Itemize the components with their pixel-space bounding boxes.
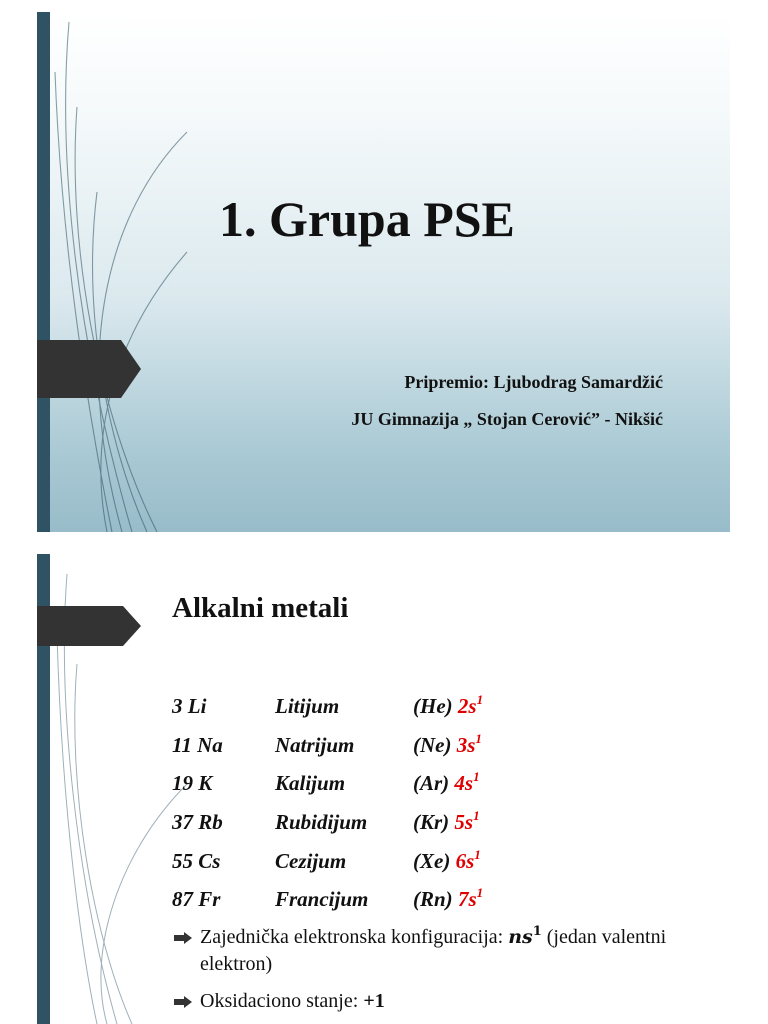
shell-exponent: 1 — [473, 808, 480, 824]
core-config: (Ne) — [413, 732, 452, 757]
bullet-item — [174, 924, 714, 978]
electron-config — [413, 806, 480, 838]
oxidation-value: +1 — [363, 990, 385, 1012]
element-number-symbol: 19 K — [172, 771, 213, 796]
pentagon-tag-icon — [37, 340, 141, 398]
bullet-item — [174, 988, 714, 1015]
content-slide — [37, 554, 730, 1024]
element-number-symbol: 11 Na — [172, 732, 223, 757]
core-config: (Ar) — [413, 771, 450, 796]
formula-base: ns — [508, 926, 533, 948]
decorative-curves — [37, 12, 237, 532]
shell-label: 6s — [455, 848, 475, 873]
title-slide — [37, 12, 730, 532]
element-name: Litijum — [275, 694, 340, 718]
element-name: Rubidijum — [275, 810, 368, 835]
element-number-symbol: 55 Cs — [172, 848, 221, 873]
element-number-symbol: 37 Rb — [172, 810, 223, 835]
element-name: Kalijum — [275, 771, 346, 796]
valence-shell — [458, 887, 483, 911]
electron-config — [413, 729, 482, 761]
core-config: (Rn) — [413, 887, 453, 912]
formula-exponent: 1 — [532, 924, 542, 939]
school-line: JU Gimnazija „ Stojan Cerović” - Nikšić — [351, 409, 663, 429]
shell-label: 2s — [457, 694, 477, 718]
core-config: (Xe) — [413, 848, 451, 873]
pentagon-tag-icon — [37, 606, 141, 646]
shell-label: 5s — [454, 810, 474, 835]
electron-config — [413, 883, 483, 915]
shell-label: 4s — [454, 771, 474, 796]
element-name: Natrijum — [275, 732, 355, 757]
valence-shell — [458, 694, 483, 718]
accent-bar — [37, 12, 50, 532]
shell-label: 3s — [456, 732, 476, 757]
element-number-symbol: 87 Fr — [172, 887, 221, 912]
arrow-bullet-icon — [174, 996, 192, 1008]
shell-label: 7s — [457, 887, 477, 912]
arrow-bullet-icon — [174, 932, 192, 944]
bullet-text: Oksidaciono stanje: — [200, 990, 364, 1012]
valence-shell — [455, 846, 481, 873]
bullet-text: Zajednička elektronska konfiguracija: — [200, 926, 509, 948]
valence-shell — [454, 771, 479, 795]
electron-config — [413, 767, 480, 799]
shell-exponent: 1 — [476, 692, 484, 707]
element-name: Cezijum — [275, 848, 347, 873]
shell-exponent: 1 — [476, 885, 484, 901]
core-config: (Kr) — [413, 810, 450, 835]
shell-exponent: 1 — [473, 769, 480, 785]
electron-config — [413, 690, 483, 722]
core-config: (He) — [413, 694, 453, 718]
slide-title: 1. Grupa PSE — [219, 191, 515, 247]
shell-exponent: 1 — [475, 730, 482, 746]
valence-shell — [456, 730, 482, 757]
slide-heading: Alkalni metali — [172, 592, 349, 624]
valence-shell — [454, 810, 479, 834]
author-line: Pripremio: Ljubodrag Samardžić — [404, 372, 663, 392]
electron-config — [413, 845, 481, 877]
formula — [508, 926, 542, 948]
bullet-list — [174, 924, 714, 1024]
element-number-symbol: 3 Li — [172, 694, 207, 718]
shell-exponent: 1 — [474, 846, 481, 862]
element-name: Francijum — [275, 887, 369, 912]
bullet-suffix: (jedan valentni elektron) — [200, 926, 667, 975]
